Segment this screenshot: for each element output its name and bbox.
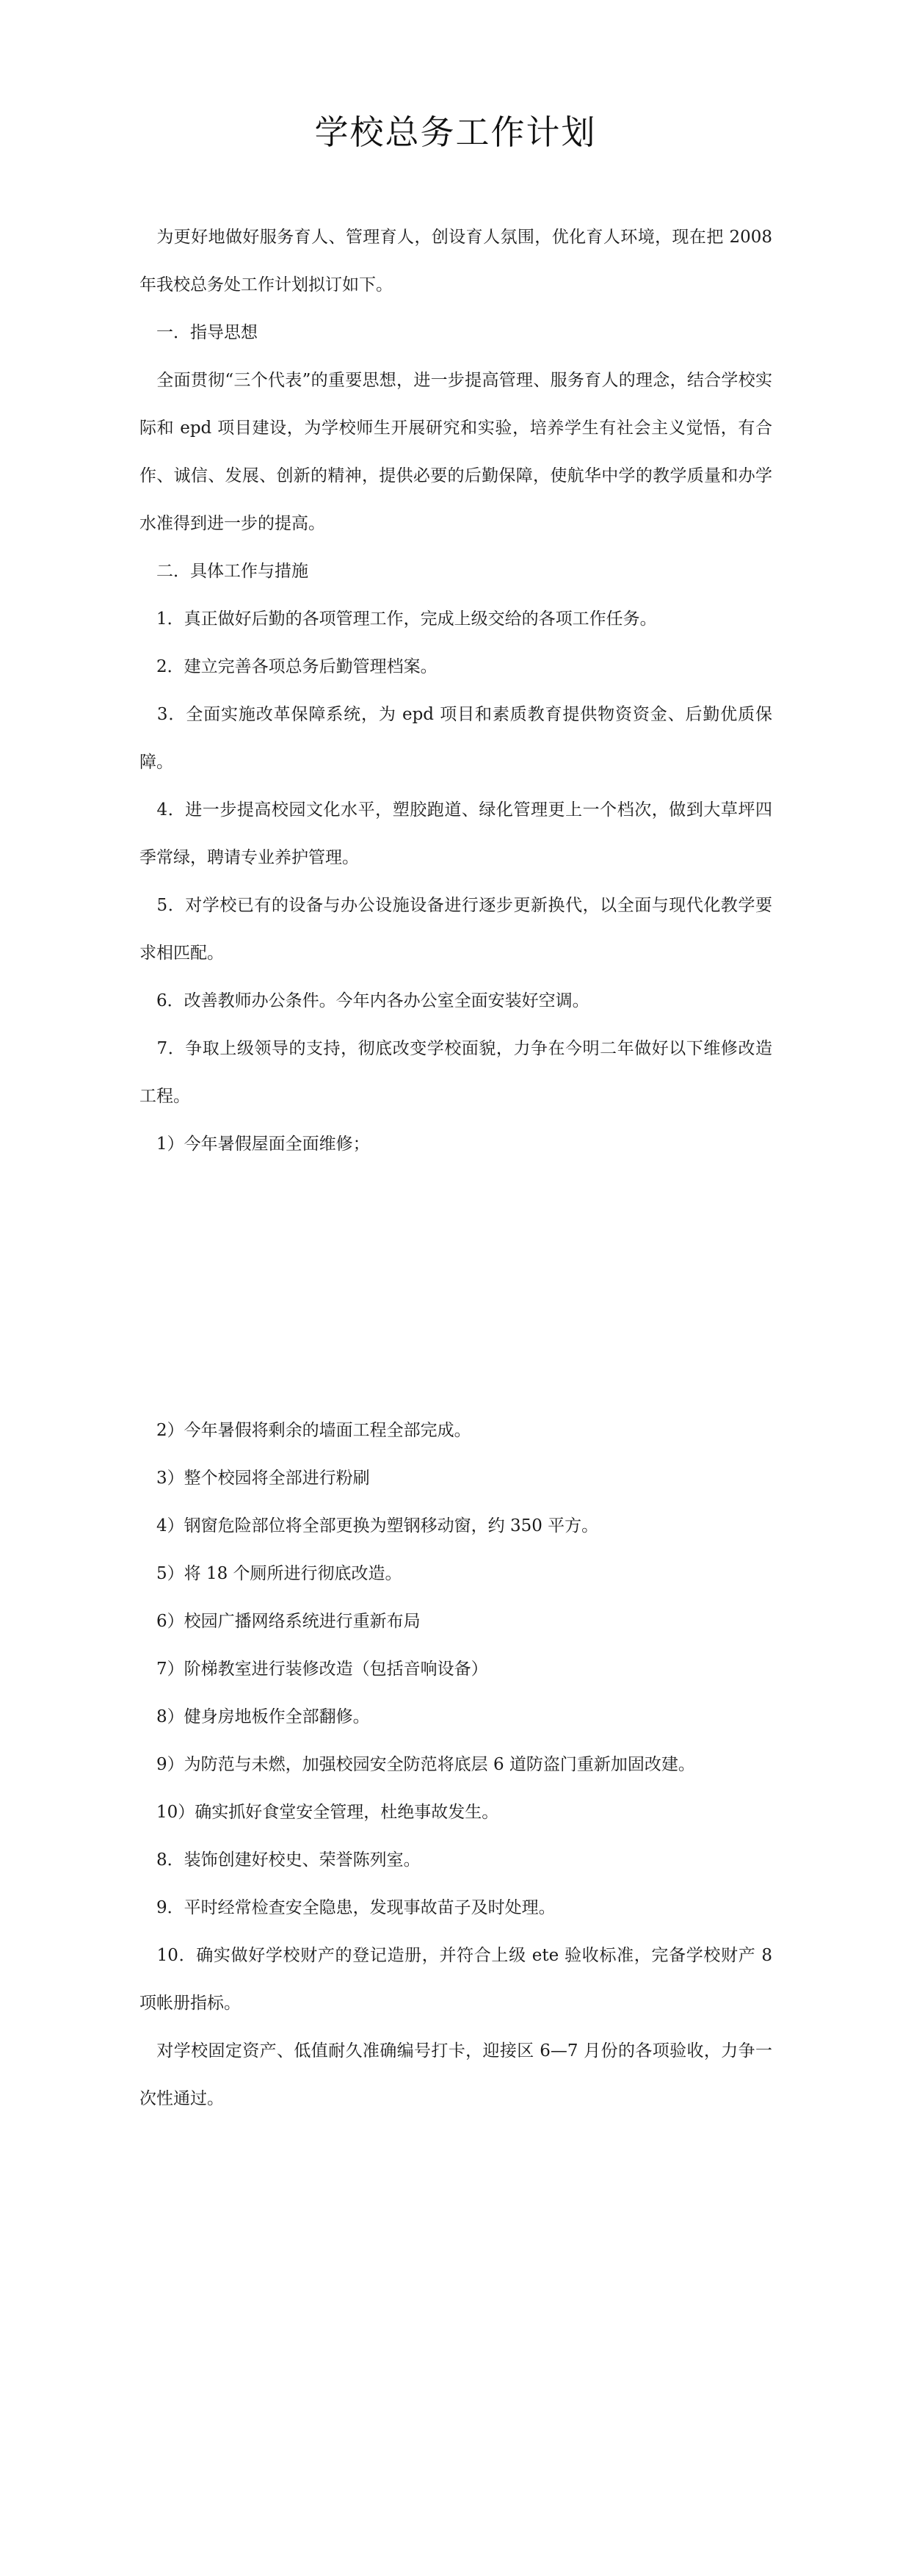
list-item: 8．装饰创建好校史、荣誉陈列室。: [139, 1850, 421, 1870]
document-body: [139, 214, 772, 2123]
sub-list-item: 10）确实抓好食堂安全管理，杜绝事故发生。: [139, 1803, 499, 1822]
list-item: 7．争取上级领导的支持，彻底改变学校面貌，力争在今明二年做好以下维修改造工程。: [139, 1039, 772, 1106]
heading-measures: 二．具体工作与措施: [139, 562, 308, 581]
sub-list-item: 9）为防范与未燃，加强校园安全防范将底层 6 道防盗门重新加固改建。: [139, 1755, 695, 1774]
list-item: 2．建立完善各项总务后勤管理档案。: [139, 657, 438, 676]
sub-list-item: 5）将 18 个厕所进行彻底改造。: [139, 1564, 402, 1583]
blank-space: [139, 1168, 772, 1407]
heading-guiding-thought: 一．指导思想: [139, 323, 258, 342]
sub-list-item: 3）整个校园将全部进行粉刷: [139, 1469, 370, 1488]
list-item: 10．确实做好学校财产的登记造册，并符合上级 ete 验收标准，完备学校财产 8 项帐册指标。: [139, 1946, 772, 2013]
list-item: 4．进一步提高校园文化水平，塑胶跑道、绿化管理更上一个档次，做到大草坪四季常绿，聘请专业养护管理。: [139, 800, 772, 867]
sub-list-item: 4）钢窗危险部位将全部更换为塑钢移动窗，约 350 平方。: [139, 1516, 599, 1535]
sub-list-item: 2）今年暑假将剩余的墙面工程全部完成。: [139, 1421, 471, 1440]
list-item: 1．真正做好后勤的各项管理工作，完成上级交给的各项工作任务。: [139, 609, 657, 629]
list-item: 5．对学校已有的设备与办公设施设备进行逐步更新换代，以全面与现代化教学要求相匹配。: [139, 896, 772, 963]
paragraph-intro: 为更好地做好服务育人、管理育人，创设育人氛围，优化育人环境，现在把 2008 年我校总务处工作计划拟订如下。: [139, 228, 772, 294]
list-item: 9．平时经常检查安全隐患，发现事故苗子及时处理。: [139, 1898, 556, 1917]
sub-list-item: 1）今年暑假屋面全面维修；: [139, 1135, 370, 1154]
list-item: 6．改善教师办公条件。今年内各办公室全面安装好空调。: [139, 991, 589, 1010]
sub-list-item: 8）健身房地板作全部翻修。: [139, 1707, 370, 1726]
paragraph-guiding-thought: 全面贯彻“三个代表”的重要思想，进一步提高管理、服务育人的理念，结合学校实际和 epd 项目建设，为学校师生开展研究和实验，培养学生有社会主义觉悟，有合作、诚信、发展、创新的精神，提供必要的后勤保障，使航华中学的教学质量和办学水准得到进一步的提高。: [139, 371, 772, 533]
document-title: 学校总务工作计划: [314, 112, 597, 152]
paragraph-closing: 对学校固定资产、低值耐久准确编号打卡，迎接区 6—7 月份的各项验收，力争一次性通过。: [139, 2041, 772, 2108]
sub-list-item: 6）校园广播网络系统进行重新布局: [139, 1612, 421, 1631]
sub-list-item: 7）阶梯教室进行装修改造（包括音响设备）: [139, 1660, 488, 1679]
list-item: 3．全面实施改革保障系统，为 epd 项目和素质教育提供物资资金、后勤优质保障。: [139, 705, 772, 772]
